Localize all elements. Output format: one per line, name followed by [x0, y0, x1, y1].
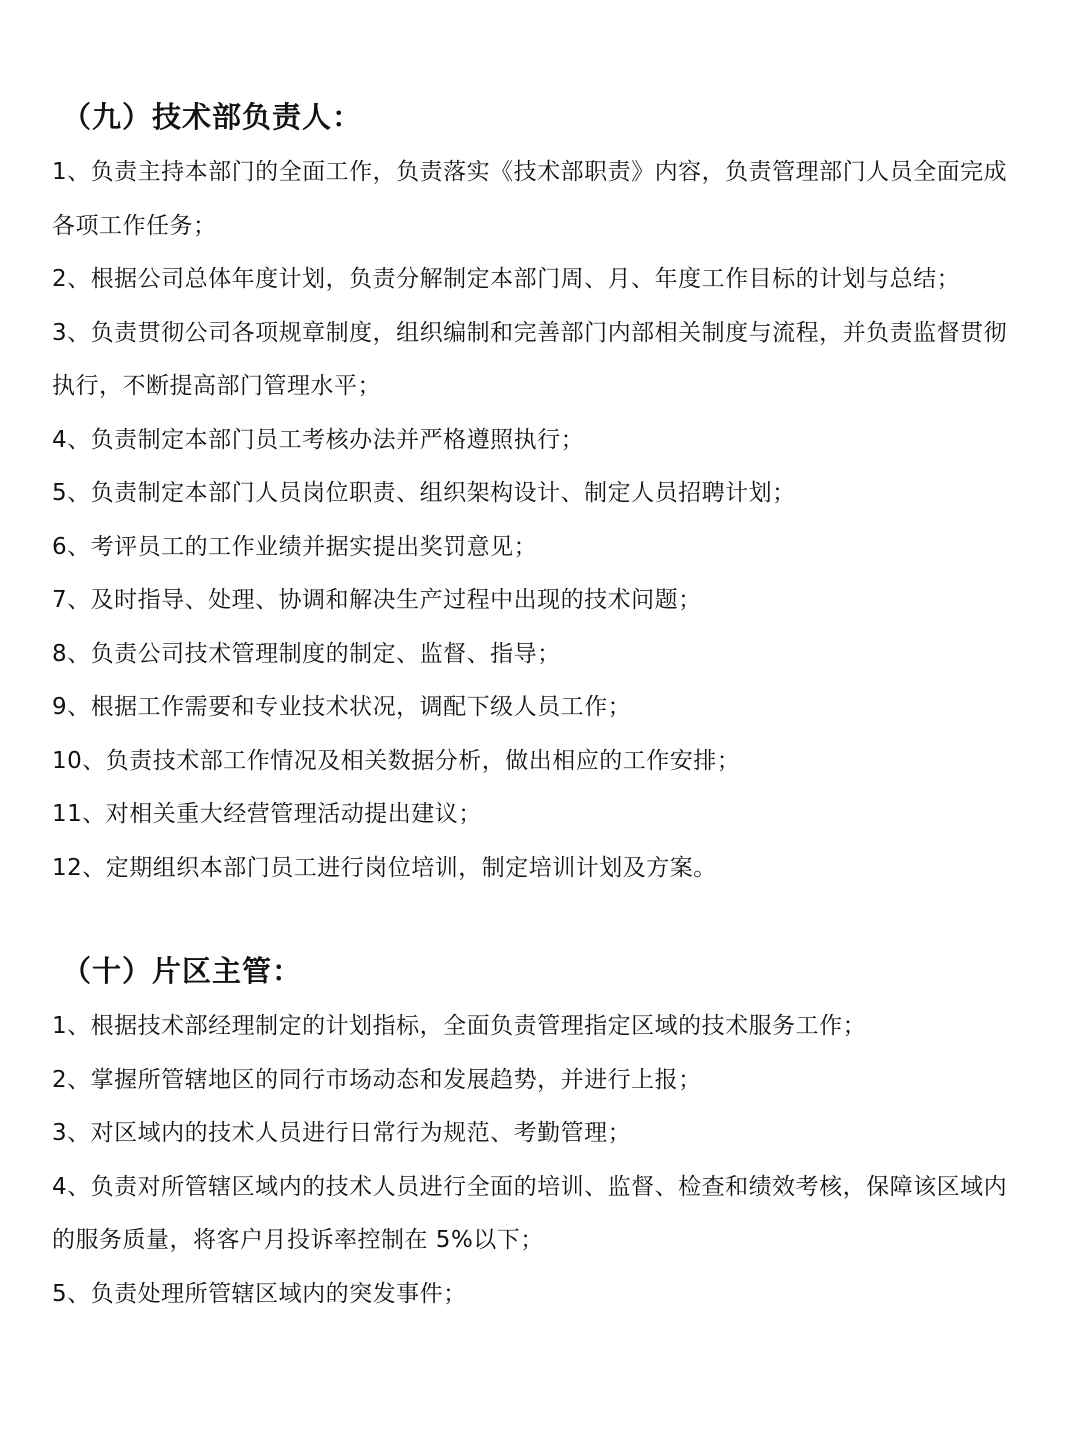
duty-item: 1、负责主持本部门的全面工作，负责落实《技术部职责》内容，负责管理部门人员全面完成各项工作任务；	[52, 159, 1008, 239]
duty-item: 11、对相关重大经营管理活动提出建议；	[52, 801, 482, 827]
duty-item: 3、对区域内的技术人员进行日常行为规范、考勤管理；	[52, 1120, 632, 1146]
duty-item: 6、考评员工的工作业绩并据实提出奖罚意见；	[52, 533, 538, 560]
duty-item: 8、负责公司技术管理制度的制定、监督、指导；	[52, 640, 561, 667]
duty-item: 9、根据工作需要和专业技术状况，调配下级人员工作；	[52, 694, 632, 720]
duty-item: 1、根据技术部经理制定的计划指标，全面负责管理指定区域的技术服务工作；	[52, 1013, 867, 1039]
duty-item: 5、负责处理所管辖区域内的突发事件；	[52, 1280, 467, 1307]
duty-list	[0, 146, 1080, 895]
duty-item: 5、负责制定本部门人员岗位职责、组织架构设计、制定人员招聘计划；	[52, 480, 796, 506]
duty-list	[0, 1000, 1080, 1321]
section-area-supervisor	[0, 946, 1080, 1321]
duty-item: 12、定期组织本部门员工进行岗位培训，制定培训计划及方案。	[52, 854, 717, 881]
duty-item: 2、掌握所管辖地区的同行市场动态和发展趋势，并进行上报；	[52, 1066, 702, 1093]
duty-item: 7、及时指导、处理、协调和解决生产过程中出现的技术问题；	[52, 587, 702, 613]
duty-item: 4、负责制定本部门员工考核办法并严格遵照执行；	[52, 426, 585, 453]
section-heading: （九）技术部负责人：	[62, 100, 363, 134]
duty-item: 3、负责贯彻公司各项规章制度，组织编制和完善部门内部相关制度与流程，并负责监督贯彻执行，不断提高部门管理水平；	[52, 319, 1008, 399]
duty-item: 2、根据公司总体年度计划，负责分解制定本部门周、月、年度工作目标的计划与总结；	[52, 266, 961, 292]
duty-item: 4、负责对所管辖区域内的技术人员进行全面的培训、监督、检查和绩效考核，保障该区域内的服务质量，将客户月投诉率控制在 5%以下；	[52, 1173, 1008, 1253]
duty-item: 10、负责技术部工作情况及相关数据分析，做出相应的工作安排；	[52, 747, 741, 774]
section-tech-department-head	[0, 92, 1080, 895]
section-heading: （十）片区主管：	[62, 954, 303, 988]
